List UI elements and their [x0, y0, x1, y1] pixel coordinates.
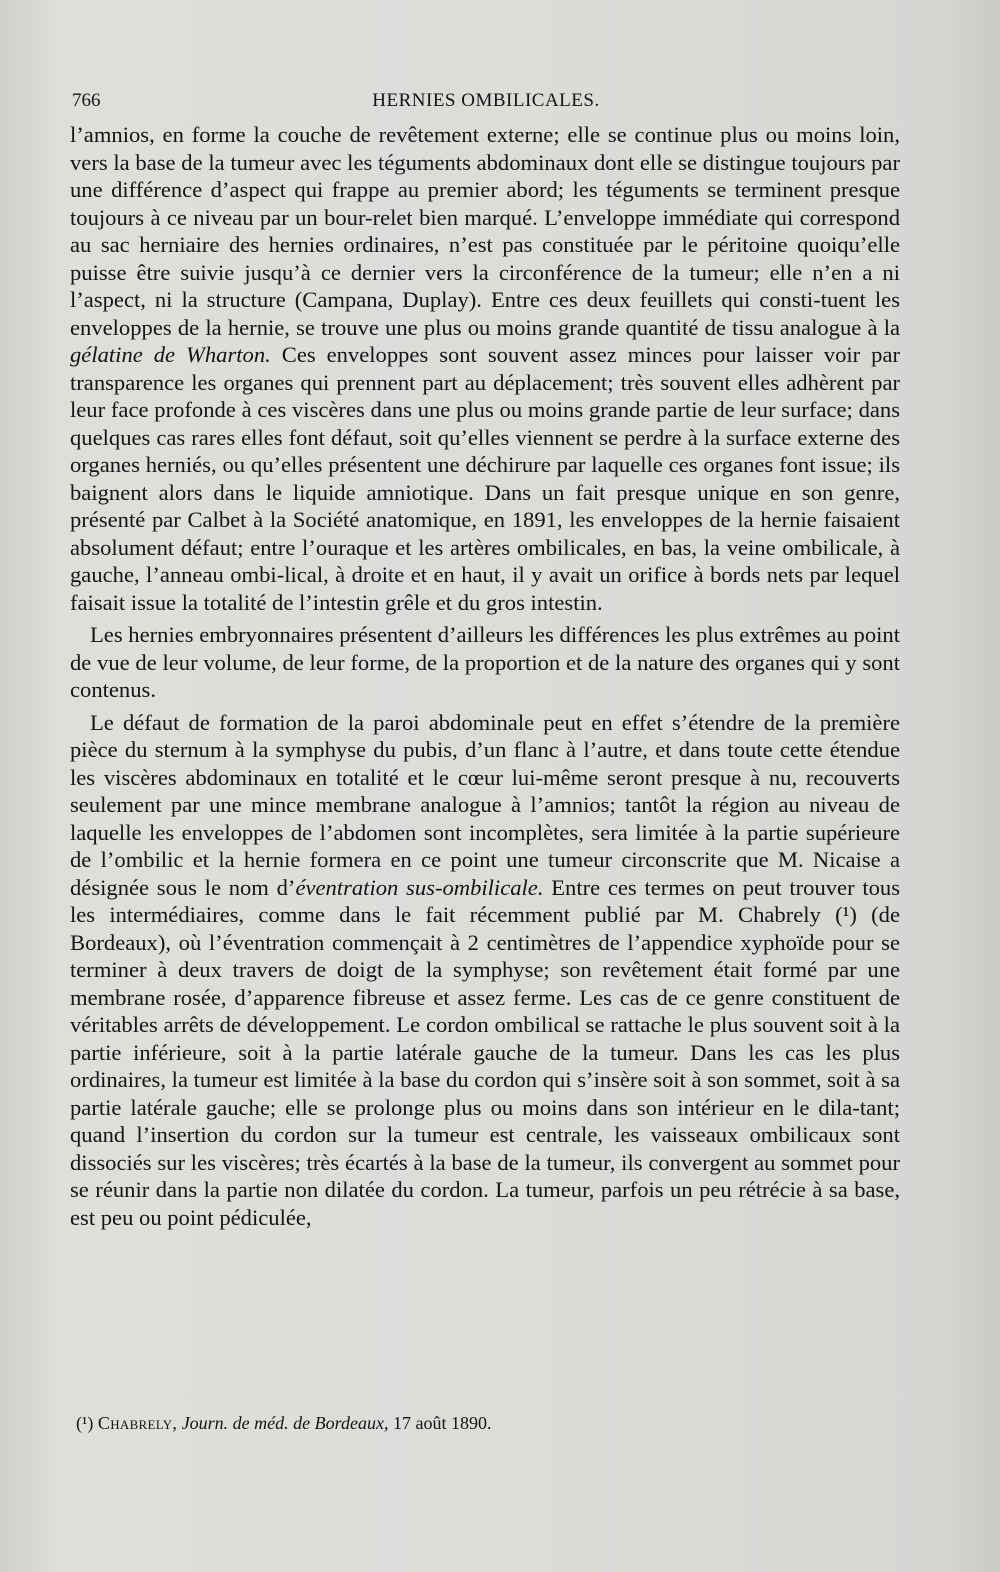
- paragraph-1: [70, 121, 900, 616]
- footnote-marker: (¹): [76, 1413, 94, 1433]
- paragraph-1-italic: gélatine de Wharton.: [70, 342, 271, 367]
- footnote-reference: (¹): [835, 902, 857, 927]
- paragraph-3-text-b: Entre ces termes on peut trouver tous les intermédiaires, comme dans le fait récemment publié par M. Chabrely: [70, 874, 900, 927]
- paragraph-1-text-a: l’amnios, en forme la couche de revêtement externe; elle se continue plus ou moins loin, vers la base de la tumeur avec les téguments abdominaux dont elle se distingue toujours par une différence d’aspect qui frappe au premier abord; les téguments se terminent presque toujours à ce niveau par un bour-relet bien marqué. L’enveloppe immédiate qui correspond au sac herniaire des hernies ordinaires, n’est pas constituée par le péritoine quoiqu’elle puisse être suivie jusqu’à ce dernier vers la circonférence de la tumeur; elle n’en a ni l’aspect, ni la structure (Campana, Duplay). Entre ces deux feuillets qui consti-tuent les enveloppes de la hernie, se trouve une plus ou moins grande quantité de tissu analogue à la: [70, 122, 900, 340]
- paragraph-3-text-c: (de Bordeaux), où l’éventration commençait à 2 centimètres de l’appendice xyphoïde pour se terminer à deux travers de doigt de la symphyse; son revêtement était formé par une membrane rosée, d’apparence fibreuse et assez ferme. Les cas de ce genre constituent de véritables arrêts de développement. Le cordon ombilical se rattache le plus souvent soit à la partie inférieure, soit à la partie latérale gauche de la tumeur. Dans les cas les plus ordinaires, la tumeur est limitée à la base du cordon qui s’insère soit à son sommet, soit à sa partie latérale gauche; elle se prolonge plus ou moins dans son intérieur en le dila-tant; quand l’insertion du cordon sur la tumeur est centrale, les vaisseaux ombilicaux sont dissociés sur les viscères; très écartés à la base de la tumeur, ils convergent au sommet pour se réunir dans la partie non dilatée du cordon. La tumeur, parfois un peu rétrécie à sa base, est peu ou point pédiculée,: [70, 902, 900, 1230]
- footnote-date: 17 août 1890.: [392, 1413, 492, 1433]
- running-header: [72, 86, 900, 116]
- page-number: 766: [72, 90, 101, 111]
- paragraph-1-text-b: Ces enveloppes sont souvent assez minces pour laisser voir par transparence les organes qui prennent part au déplacement; très souvent elles adhèrent par leur face profonde à ces viscères dans une plus ou moins grande partie de leur surface; dans quelques cas rares elles font défaut, soit qu’elles viennent se perdre à la surface externe des organes herniés, ou qu’elles présentent une déchirure par laquelle ces organes font issue; ils baignent alors dans le liquide amniotique. Dans un fait presque unique en son genre, présenté par Calbet à la Société anatomique, en 1891, les enveloppes de la hernie faisaient absolument défaut; entre l’ouraque et les artères ombilicales, en bas, la veine ombilicale, à gauche, l’anneau ombi-lical, à droite et en haut, il y avait un orifice à bords nets par lequel faisait issue la totalité de l’intestin grêle et du gros intestin.: [70, 342, 900, 615]
- footnote-journal: Journ. de méd. de Bordeaux,: [181, 1413, 389, 1433]
- footnote-author: Chabrely,: [97, 1413, 178, 1433]
- paragraph-2: Les hernies embryonnaires présentent d’ailleurs les différences les plus extrêmes au point de vue de leur volume, de leur forme, de la proportion et de la nature des organes qui y sont contenus.: [70, 622, 900, 702]
- running-title: HERNIES OMBILICALES.: [372, 90, 600, 111]
- paragraph-3: [70, 709, 900, 1232]
- body-text: [70, 121, 900, 1231]
- paragraph-3-italic: éventration sus-ombilicale.: [295, 874, 544, 900]
- footnote: [76, 1410, 900, 1436]
- paragraph-3-text-a: Le défaut de formation de la paroi abdominale peut en effet s’étendre de la première pièce du sternum à la symphyse du pubis, d’un flanc à l’autre, et dans toute cette étendue les viscères abdominaux en totalité et le cœur lui-même seront presque à nu, recouverts seulement par une mince membrane analogue à l’amnios; tantôt la région au niveau de laquelle les enveloppes de l’abdomen sont incomplètes, sera limitée à la partie supérieure de l’ombilic et la hernie formera en ce point une tumeur circonscrite que M. Nicaise a désignée sous le nom d’: [70, 709, 900, 900]
